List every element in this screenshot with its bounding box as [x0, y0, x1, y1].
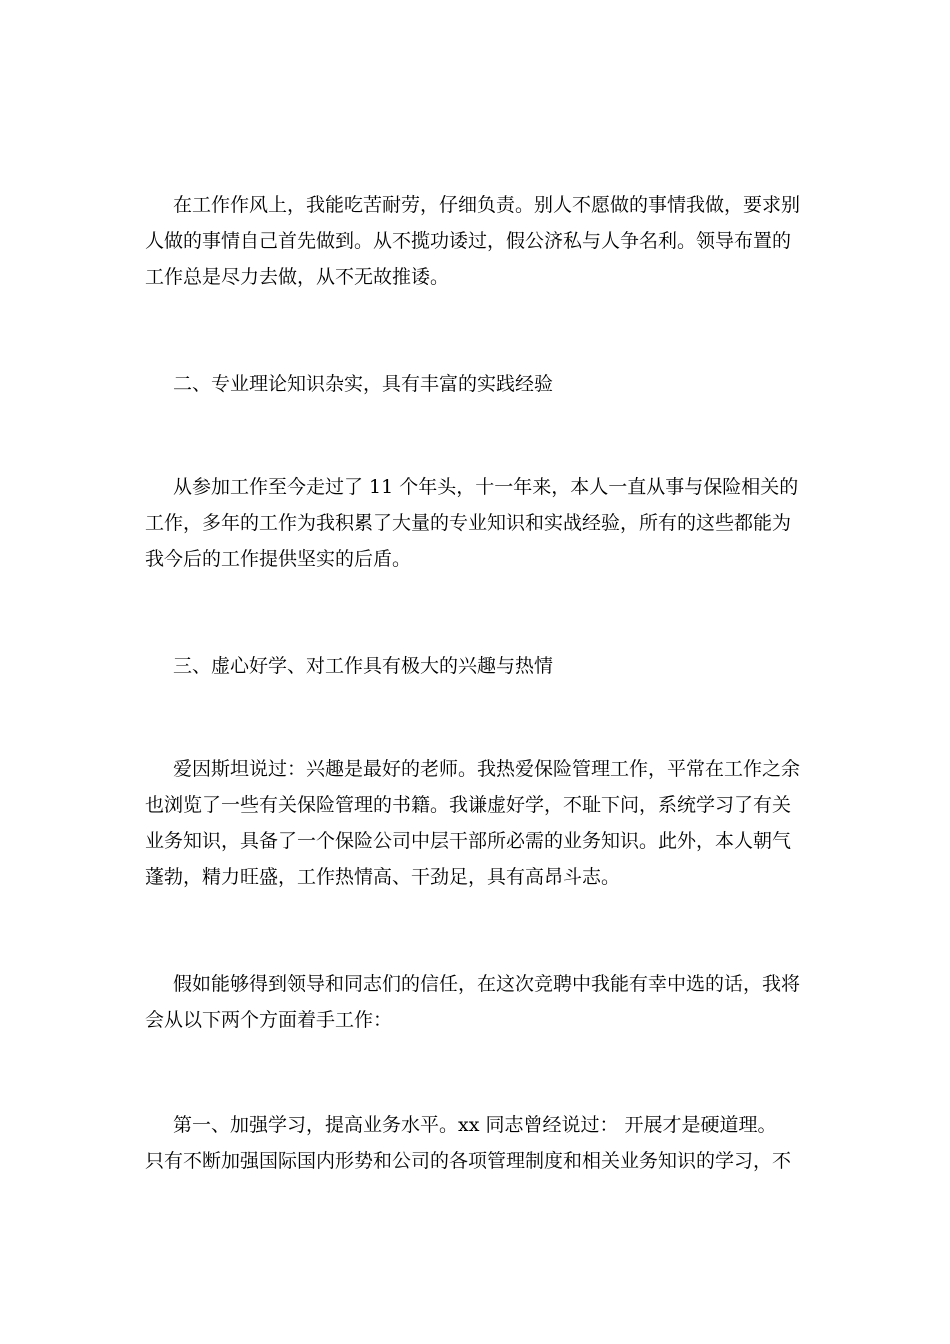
text-line: 工作总是尽力去做，从不无故推诿。 [145, 266, 450, 288]
heading-text: 三、虚心好学、对工作具有极大的兴趣与热情 [173, 655, 554, 677]
text-line: 爱因斯坦说过：兴趣是最好的老师。我热爱保险管理工作，平常在工作之余 [173, 758, 801, 780]
text-line: 蓬勃，精力旺盛，工作热情高、干劲足，具有高昂斗志。 [145, 866, 621, 888]
text-line: 人做的事情自己首先做到。从不揽功诿过，假公济私与人争名利。领导布置的 [145, 230, 792, 252]
text-line: 工作，多年的工作为我积累了大量的专业知识和实战经验，所有的这些都能为 [145, 512, 792, 534]
paragraph-experience [145, 469, 805, 577]
text-line: 假如能够得到领导和同志们的信任，在这次竞聘中我能有幸中选的话，我将 [173, 973, 801, 995]
paragraph-first-plan [145, 1107, 805, 1179]
text-line: 业务知识，具备了一个保险公司中层干部所必需的业务知识。此外，本人朝气 [145, 830, 792, 852]
text-line: 会从以下两个方面着手工作： [145, 1009, 393, 1031]
section-heading-2 [145, 366, 805, 402]
text-line: 在工作作风上，我能吃苦耐劳，仔细负责。别人不愿做的事情我做，要求别 [173, 194, 801, 216]
section-heading-3 [145, 648, 805, 684]
paragraph-interest [145, 751, 805, 895]
text-line: 从参加工作至今走过了 11 个年头，十一年来，本人一直从事与保险相关的 [173, 476, 799, 498]
text-line: 第一、加强学习，提高业务水平。xx 同志曾经说过： 开展才是硬道理。 [173, 1114, 777, 1136]
text-line: 也浏览了一些有关保险管理的书籍。我谦虚好学，不耻下问，系统学习了有关 [145, 794, 792, 816]
paragraph-work-style [145, 187, 805, 295]
text-line: 只有不断加强国际国内形势和公司的各项管理制度和相关业务知识的学习，不 [145, 1150, 792, 1172]
text-line: 我今后的工作提供坚实的后盾。 [145, 548, 412, 570]
paragraph-plan-intro [145, 966, 805, 1038]
heading-text: 二、专业理论知识杂实，具有丰富的实践经验 [173, 373, 554, 395]
